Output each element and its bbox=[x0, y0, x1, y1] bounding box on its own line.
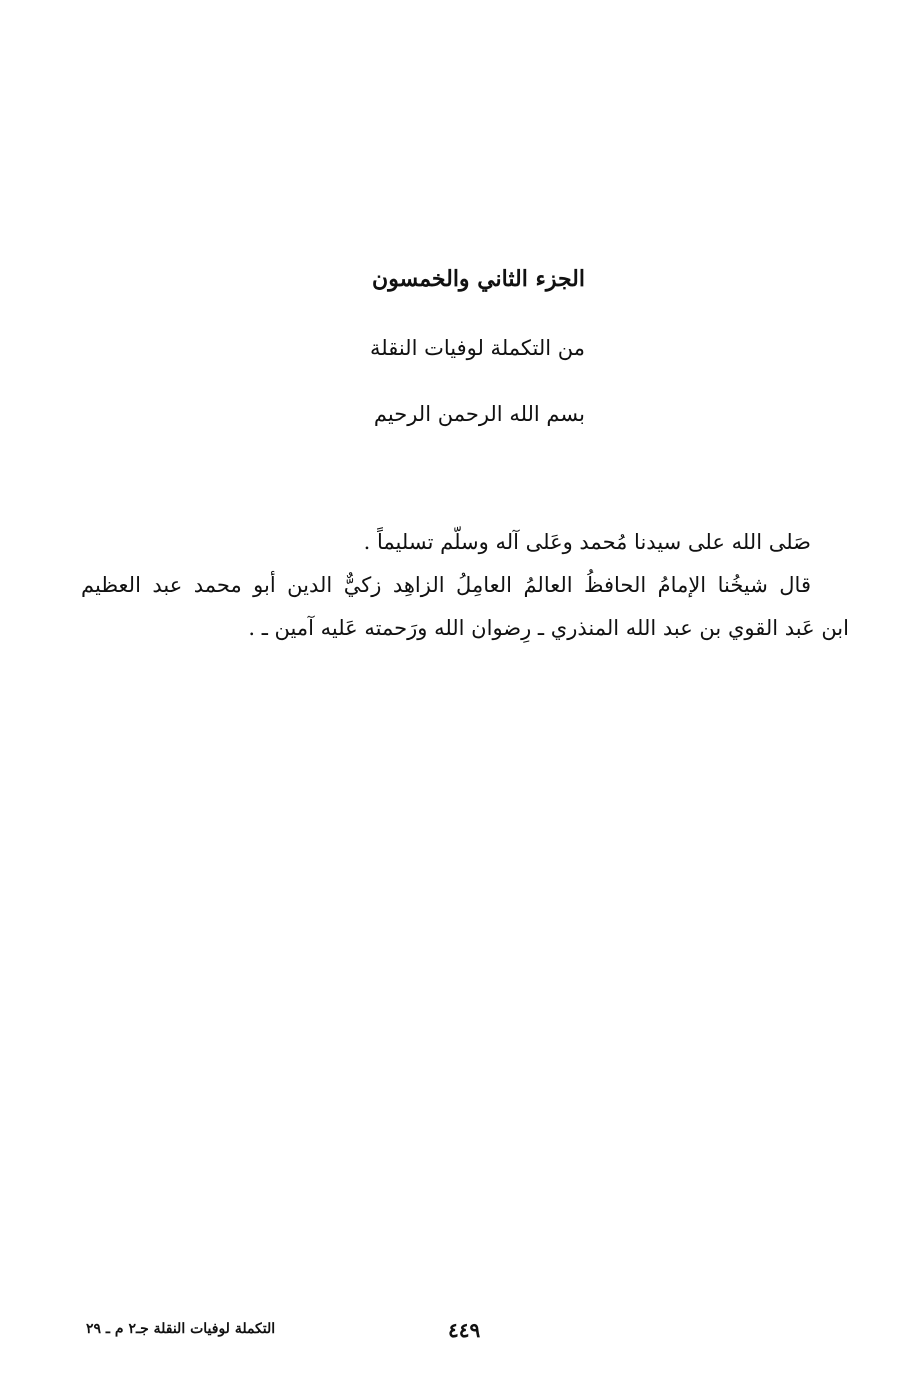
body-line-1: صَلى الله على سيدنا مُحمد وعَلى آله وسلّم تسليماً . bbox=[363, 530, 811, 554]
page-number: ٤٤٩ bbox=[448, 1318, 481, 1342]
body-line-3: ابن عَبد القوي بن عبد الله المنذري ـ رِضوان الله ورَحمته عَليه آمين ـ . bbox=[248, 616, 849, 640]
basmala: بسم الله الرحمن الرحيم bbox=[373, 402, 585, 426]
body-line-2: قال شيخُنا الإمامُ الحافظُ العالمُ العامِلُ الزاهِد زكيٌّ الدين أبو محمد عبد العظيم bbox=[81, 573, 811, 597]
part-title: الجزء الثاني والخمسون bbox=[372, 266, 585, 292]
footer-reference: التكملة لوفيات النقلة جـ٢ م ـ ٢٩ bbox=[86, 1321, 276, 1337]
book-title: من التكملة لوفيات النقلة bbox=[370, 336, 585, 360]
